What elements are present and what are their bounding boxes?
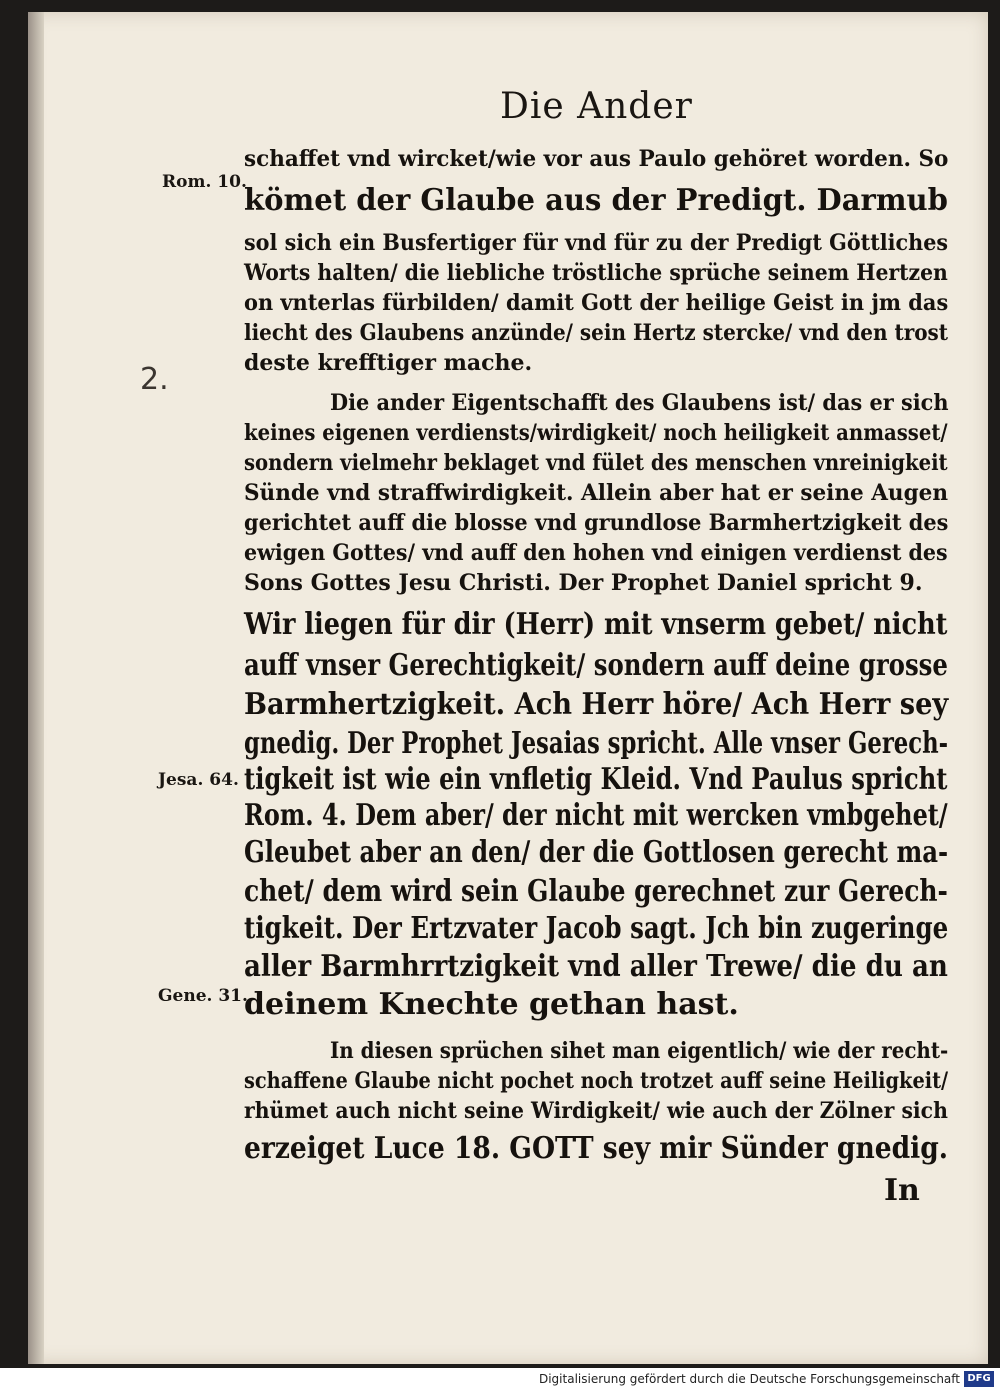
text-line: Worts halten/ die liebliche tröstliche sprüche seinem Hertzen <box>244 260 948 286</box>
catchword: In <box>884 1173 920 1208</box>
running-header: Die Ander <box>500 86 693 127</box>
text-line: Sons Gottes Jesu Christi. Der Prophet Daniel spricht 9. <box>244 570 923 596</box>
text-line: Barmhertzigkeit. Ach Herr höre/ Ach Herr sey <box>244 687 949 722</box>
text-line: gnedig. Der Prophet Jesaias spricht. Alle vnser Gerech- <box>244 726 949 761</box>
text-line: Sünde vnd straffwirdigkeit. Allein aber hat er seine Augen <box>244 480 949 506</box>
text-line: sol sich ein Busfertiger für vnd für zu der Predigt Göttliches <box>244 230 949 256</box>
footer-bar <box>0 1368 1000 1391</box>
text-line: Gleubet aber an den/ der die Gottlosen gerecht ma- <box>244 835 949 870</box>
text-line: schaffet vnd wircket/wie vor aus Paulo gehöret worden. So <box>244 146 949 172</box>
margin-note-rom10: Rom. 10. <box>162 172 247 192</box>
text-line: ewigen Gottes/ vnd auff den hohen vnd einigen verdienst des <box>244 540 948 566</box>
text-line: keines eigenen verdiensts/wirdigkeit/ noch heiligkeit anmasset/ <box>244 420 948 446</box>
margin-note-jesa64: Jesa. 64. <box>158 770 239 790</box>
text-line: erzeiget Luce 18. GOTT sey mir Sünder gnedig. <box>244 1131 949 1166</box>
text-line: tigkeit. Der Ertzvater Jacob sagt. Jch bin zugeringe <box>244 911 949 946</box>
text-line: sondern vielmehr beklaget vnd fület des menschen vnreinigkeit <box>244 450 948 476</box>
text-line: auff vnser Gerechtigkeit/ sondern auff deine grosse <box>244 648 948 683</box>
text-line: tigkeit ist wie ein vnfletig Kleid. Vnd Paulus spricht <box>244 762 948 797</box>
text-line: kömet der Glaube aus der Predigt. Darmub <box>244 183 948 218</box>
page-gutter <box>28 12 44 1364</box>
text-line: on vnterlas fürbilden/ damit Gott der heilige Geist in jm das <box>244 290 949 316</box>
text-line: liecht des Glaubens anzünde/ sein Hertz stercke/ vnd den trost <box>244 320 949 346</box>
text-line: Die ander Eigentschafft des Glaubens ist/ das er sich <box>330 390 949 416</box>
margin-note-gene31: Gene. 31. <box>158 986 248 1006</box>
text-line: gerichtet auff die blosse vnd grundlose Barmhertzigkeit des <box>244 510 949 536</box>
text-line: deinem Knechte gethan hast. <box>244 987 739 1022</box>
footer-credit: Digitalisierung gefördert durch die Deutsche Forschungsgemeinschaft <box>538 1372 960 1386</box>
text-line: schaffene Glaube nicht pochet noch trotzet auff seine Heiligkeit/ <box>244 1068 949 1094</box>
text-line: rhümet auch nicht seine Wirdigkeit/ wie auch der Zölner sich <box>244 1098 948 1124</box>
text-line: Wir liegen für dir (Herr) mit vnserm gebet/ nicht <box>244 607 948 642</box>
text-line: deste krefftiger mache. <box>244 350 533 376</box>
text-line: aller Barmhrrtzigkeit vnd aller Trewe/ die du an <box>244 949 948 984</box>
handwritten-note: 2. <box>140 362 169 397</box>
text-line: In diesen sprüchen sihet man eigentlich/ wie der recht- <box>330 1038 949 1064</box>
text-line: Rom. 4. Dem aber/ der nicht mit wercken vmbgehet/ <box>244 798 948 833</box>
dfg-logo: DFG <box>964 1371 994 1387</box>
text-line: chet/ dem wird sein Glaube gerechnet zur Gerech- <box>244 874 948 909</box>
